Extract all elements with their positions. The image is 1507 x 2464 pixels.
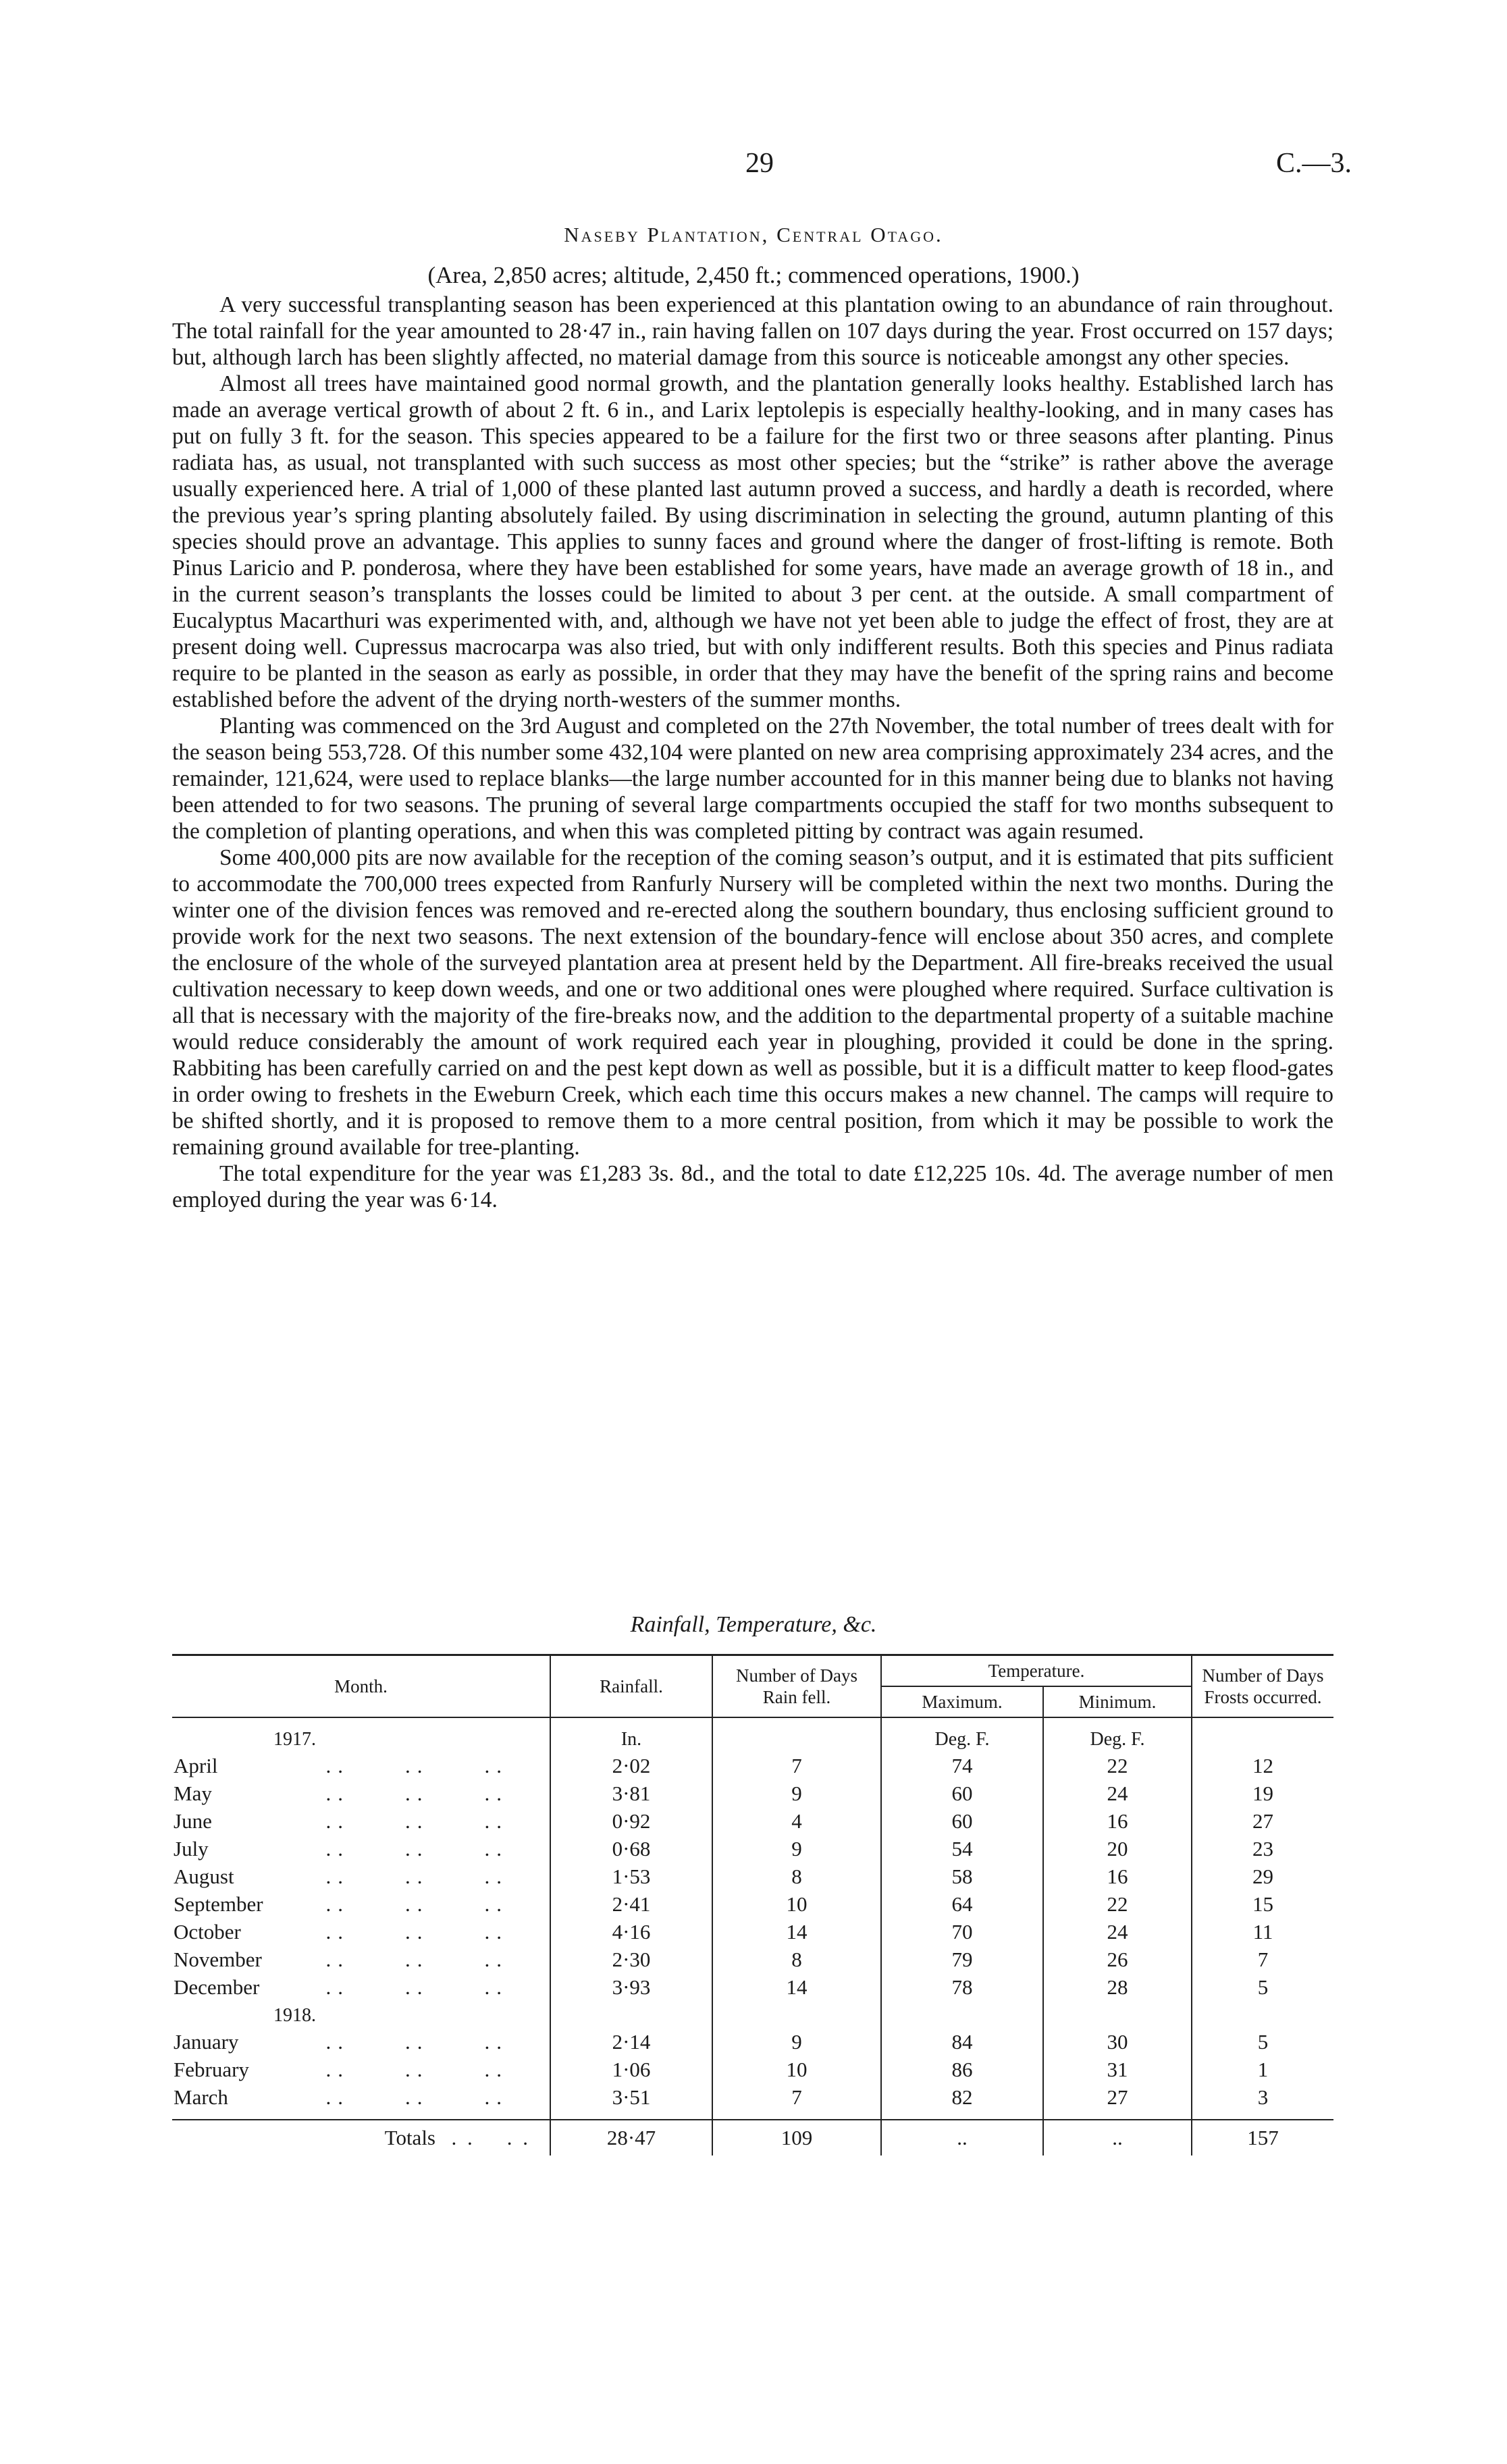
- page-number: 29: [745, 148, 774, 179]
- table-row: [172, 1889, 1333, 1917]
- month-cell: June .. .. ..: [174, 1809, 508, 1833]
- rows-1918: [172, 2027, 1333, 2110]
- unit-minimum: Deg. F.: [1043, 1717, 1192, 1750]
- cell-min: 26: [1043, 1944, 1192, 1972]
- month-label: July: [174, 1837, 209, 1860]
- cell-rainfall: 4·16: [550, 1917, 712, 1944]
- table-body: [172, 1717, 1333, 1750]
- cell-rainfall: 2·41: [550, 1889, 712, 1917]
- unit-rainfall: In.: [550, 1717, 712, 1750]
- total-frosts: 157: [1192, 2120, 1333, 2155]
- cell-frosts: 7: [1192, 1944, 1333, 1972]
- cell-min: 24: [1043, 1917, 1192, 1944]
- cell-frosts: 23: [1192, 1833, 1333, 1861]
- cell-min: 30: [1043, 2027, 1192, 2054]
- cell-max: 70: [881, 1917, 1043, 1944]
- total-days-rain: 109: [712, 2120, 881, 2155]
- total-min: ..: [1043, 2120, 1192, 2155]
- cell-rainfall: 2·30: [550, 1944, 712, 1972]
- header-temperature: Temperature.: [881, 1655, 1192, 1687]
- cell-max: 54: [881, 1833, 1043, 1861]
- cell-frosts: 12: [1192, 1750, 1333, 1778]
- cell-rainfall: 2·02: [550, 1750, 712, 1778]
- year-label: 1918.: [273, 2005, 316, 2026]
- month-label: January: [174, 2030, 239, 2054]
- cell-rainfall: 0·92: [550, 1806, 712, 1833]
- cell-days-rain: 7: [712, 2082, 881, 2110]
- cell-days-rain: 10: [712, 1889, 881, 1917]
- page-header: [0, 147, 1507, 188]
- month-label: May: [174, 1782, 212, 1805]
- cell-days-rain: 14: [712, 1917, 881, 1944]
- month-label: August: [174, 1865, 234, 1888]
- cell-min: 22: [1043, 1750, 1192, 1778]
- cell-max: 82: [881, 2082, 1043, 2110]
- month-cell: February .. .. ..: [174, 2058, 508, 2081]
- table-row: [172, 1917, 1333, 1944]
- month-label: April: [174, 1754, 218, 1777]
- paragraph: Some 400,000 pits are now available for the reception of the coming season’s output, and it is estimated that pits sufficient to accommodate the 700,000 trees expected from Ranfurly Nursery will be completed within the next two months. During the winter one of the division fences was removed and re-erected along the southern boundary, thus enclosing sufficient ground to provide work for the next two seasons. The next extension of the boundary-fence will enclose about 350 acres, and complete the enclosure of the whole of the surveyed plantation area at present held by the Department. All fire-breaks received the usual cultivation necessary to keep down weeds, and one or two additional ones were ploughed where required. Surface cultivation is all that is necessary with the majority of the fire-breaks now, and the addition to the departmental property of a suitable machine would reduce considerably the amount of work required each year in ploughing, provided it could be done in the spring. Rabbiting has been carefully carried on and the pest kept down as well as possible, but it is a difficult matter to keep flood-gates in order owing to freshets in the Eweburn Creek, which each time this occurs makes a new channel. The camps will require to be shifted shortly, and it is proposed to remove them to a more central position, from which it may be possible to work the remaining ground available for tree-planting.: [172, 845, 1333, 1160]
- month-cell: December .. .. ..: [174, 1975, 508, 1999]
- cell-rainfall: 2·14: [550, 2027, 712, 2054]
- header-minimum: Minimum.: [1043, 1686, 1192, 1717]
- month-cell: July .. .. ..: [174, 1837, 508, 1860]
- cell-max: 79: [881, 1944, 1043, 1972]
- table-row: [172, 1806, 1333, 1833]
- paragraph: The total expenditure for the year was £1,283 3s. 8d., and the total to date £12,225 10s. 4d. The average number of men employed during the year was 6·14.: [172, 1161, 1333, 1212]
- paragraph: Planting was commenced on the 3rd August and completed on the 27th November, the total number of trees dealt with for the season being 553,728. Of this number some 432,104 were planted on new area comprising approximately 234 acres, and the remainder, 121,624, were used to replace blanks—the large number accounted for in this manner being due to blanks not having been attended to for two seasons. The pruning of several large compartments occupied the staff for two months subsequent to the completion of planting operations, and when this was completed pitting by contract was again resumed.: [172, 714, 1333, 844]
- cell-rainfall: 3·93: [550, 1972, 712, 2000]
- month-cell: August .. .. ..: [174, 1865, 508, 1888]
- cell-min: 27: [1043, 2082, 1192, 2110]
- cell-frosts: 5: [1192, 1972, 1333, 2000]
- header-month: Month.: [172, 1655, 550, 1718]
- cell-frosts: 29: [1192, 1861, 1333, 1889]
- cell-frosts: 27: [1192, 1806, 1333, 1833]
- cell-min: 16: [1043, 1806, 1192, 1833]
- table-row: [172, 1944, 1333, 1972]
- cell-days-rain: 9: [712, 1778, 881, 1806]
- header-maximum: Maximum.: [881, 1686, 1043, 1717]
- cell-max: 58: [881, 1861, 1043, 1889]
- section-title: Naseby Plantation, Central Otago.: [564, 223, 943, 246]
- cell-min: 24: [1043, 1778, 1192, 1806]
- rainfall-table: [172, 1654, 1333, 2155]
- month-label: September: [174, 1892, 263, 1916]
- cell-rainfall: 3·81: [550, 1778, 712, 1806]
- unit-maximum: Deg. F.: [881, 1717, 1043, 1750]
- table-row: [172, 1833, 1333, 1861]
- cell-days-rain: 8: [712, 1944, 881, 1972]
- month-cell: January .. .. ..: [174, 2030, 508, 2054]
- body-text: [172, 292, 1333, 1213]
- cell-max: 74: [881, 1750, 1043, 1778]
- cell-min: 20: [1043, 1833, 1192, 1861]
- cell-rainfall: 0·68: [550, 1833, 712, 1861]
- table-row: [172, 1972, 1333, 2000]
- cell-frosts: 1: [1192, 2054, 1333, 2082]
- cell-days-rain: 9: [712, 2027, 881, 2054]
- units-row: [172, 1717, 1333, 1750]
- totals-label: Totals . . . .: [172, 2120, 550, 2155]
- cell-max: 60: [881, 1806, 1043, 1833]
- cell-min: 16: [1043, 1861, 1192, 1889]
- table-row: [172, 2027, 1333, 2054]
- month-label: February: [174, 2058, 249, 2081]
- section-subtitle: (Area, 2,850 acres; altitude, 2,450 ft.; commenced operations, 1900.): [427, 262, 1080, 288]
- cell-max: 60: [881, 1778, 1043, 1806]
- month-cell: April .. .. ..: [174, 1754, 508, 1777]
- year-label: 1917.: [273, 1729, 316, 1750]
- year-divider: [172, 2000, 1333, 2027]
- cell-days-rain: 4: [712, 1806, 881, 1833]
- cell-max: 64: [881, 1889, 1043, 1917]
- table-caption: Rainfall, Temperature, &c.: [630, 1612, 877, 1637]
- cell-frosts: 11: [1192, 1917, 1333, 1944]
- document-reference: C.—3.: [1275, 148, 1352, 179]
- cell-rainfall: 1·53: [550, 1861, 712, 1889]
- cell-max: 86: [881, 2054, 1043, 2082]
- month-label: December: [174, 1975, 260, 1999]
- cell-days-rain: 7: [712, 1750, 881, 1778]
- cell-rainfall: 3·51: [550, 2082, 712, 2110]
- month-label: October: [174, 1920, 241, 1944]
- totals-section: [172, 2110, 1333, 2155]
- month-cell: September .. .. ..: [174, 1892, 508, 1916]
- cell-days-rain: 8: [712, 1861, 881, 1889]
- cell-frosts: 19: [1192, 1778, 1333, 1806]
- rows-1917: [172, 1750, 1333, 2000]
- table-row: [172, 1750, 1333, 1778]
- month-label: June: [174, 1809, 212, 1833]
- cell-days-rain: 10: [712, 2054, 881, 2082]
- month-cell: November .. .. ..: [174, 1948, 508, 1971]
- cell-max: 78: [881, 1972, 1043, 2000]
- table-row: [172, 2054, 1333, 2082]
- header-rainfall: Rainfall.: [550, 1655, 712, 1718]
- cell-frosts: 3: [1192, 2082, 1333, 2110]
- month-cell: October .. .. ..: [174, 1920, 508, 1944]
- total-max: ..: [881, 2120, 1043, 2155]
- month-cell: May .. .. ..: [174, 1782, 508, 1805]
- cell-rainfall: 1·06: [550, 2054, 712, 2082]
- cell-days-rain: 9: [712, 1833, 881, 1861]
- month-label: March: [174, 2085, 228, 2109]
- cell-frosts: 5: [1192, 2027, 1333, 2054]
- year-row: [172, 2000, 1333, 2027]
- table-row: [172, 1778, 1333, 1806]
- month-label: November: [174, 1948, 262, 1971]
- table-row: [172, 1861, 1333, 1889]
- header-days-rain: Number of Days Rain fell.: [712, 1655, 881, 1718]
- table-row: [172, 2082, 1333, 2110]
- month-cell: March .. .. ..: [174, 2085, 508, 2109]
- totals-row: [172, 2120, 1333, 2155]
- cell-min: 28: [1043, 1972, 1192, 2000]
- cell-min: 31: [1043, 2054, 1192, 2082]
- paragraph: Almost all trees have maintained good normal growth, and the plantation generally looks healthy. Established larch has made an average vertical growth of about 2 ft. 6 in., and Larix leptolepis is especially healthy-looking, and in many cases has put on fully 3 ft. for the season. This species appeared to be a failure for the first two or three seasons after planting. Pinus radiata has, as usual, not transplanted with such success as most other species; but the “strike” is rather above the average usually experienced here. A trial of 1,000 of these planted last autumn proved a success, and hardly a death is recorded, where the previous year’s spring planting absolutely failed. By using discrimination in selecting the ground, autumn planting of this species should prove an advantage. This applies to sunny faces and ground where the danger of frost-lifting is remote. Both Pinus Laricio and P. ponderosa, where they have been established for some years, have made an average growth of 18 in., and in the current season’s transplants the losses could be limited to about 3 per cent. at the outside. A small compartment of Eucalyptus Macarthuri was experimented with, and, although we have not yet been able to judge the effect of frost, they are at present doing well. Cupressus macrocarpa was also tried, but with only indifferent results. Both this species and Pinus radiata require to be planted in the season as early as possible, in order that they may have the benefit of the spring rains and become established before the advent of the drying north-westers of the summer months.: [172, 371, 1333, 712]
- cell-min: 22: [1043, 1889, 1192, 1917]
- paragraph: A very successful transplanting season has been experienced at this plantation owing to an abundance of rain throughout. The total rainfall for the year amounted to 28·47 in., rain having fallen on 107 days during the year. Frost occurred on 157 days; but, although larch has been slightly affected, no material damage from this source is noticeable amongst any other species.: [172, 292, 1333, 370]
- cell-days-rain: 14: [712, 1972, 881, 2000]
- cell-frosts: 15: [1192, 1889, 1333, 1917]
- cell-max: 84: [881, 2027, 1043, 2054]
- header-frosts: Number of Days Frosts occurred.: [1192, 1655, 1333, 1718]
- total-rainfall: 28·47: [550, 2120, 712, 2155]
